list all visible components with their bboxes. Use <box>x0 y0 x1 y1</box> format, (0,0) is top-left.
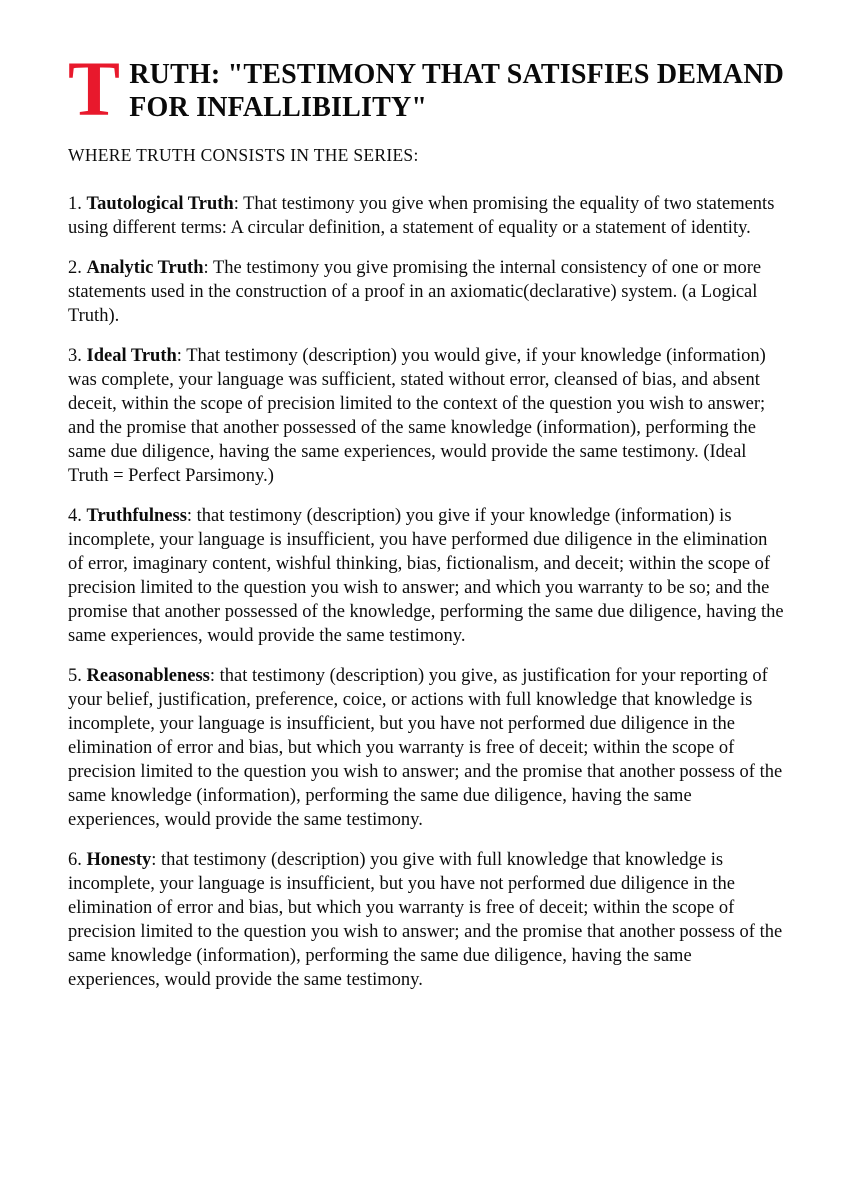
item-2-term: Analytic Truth <box>86 258 204 278</box>
series-item-1 <box>68 192 785 240</box>
series-item-5 <box>68 664 785 832</box>
title-line-2: FOR INFALLIBILITY" <box>129 92 428 123</box>
item-5-term: Reasonableness <box>86 666 210 686</box>
item-6-term: Honesty <box>86 850 152 870</box>
item-2-number: 2. <box>68 258 82 278</box>
item-2-definition: : The testimony you give promising the internal consistency of one or more statements used in the construction of a proof in an axiomatic(declarative) system. (a Logical Truth). <box>68 258 762 326</box>
subheading: WHERE TRUTH CONSISTS IN THE SERIES: <box>68 145 419 165</box>
item-6-definition: : that testimony (description) you give with full knowledge that knowledge is incomplete, your language is insufficient, but you have not performed due diligence in the elimination of error and bias, but which you warranty is free of deceit; within the scope of precision limited to the question you wish to answer; and the promise that another possess of the same knowledge (information), performing the same due diligence, having the same experiences, would provide the same testimony. <box>68 850 783 990</box>
item-4-term: Truthfulness <box>86 506 187 526</box>
item-5-number: 5. <box>68 666 82 686</box>
dropcap-letter: T <box>68 45 121 132</box>
item-1-number: 1. <box>68 194 82 214</box>
item-1-term: Tautological Truth <box>86 194 234 214</box>
item-3-term: Ideal Truth <box>86 346 177 366</box>
page-title <box>68 45 785 132</box>
item-6-number: 6. <box>68 850 82 870</box>
item-3-definition: : That testimony (description) you would give, if your knowledge (information) was complete, your language was sufficient, stated without error, cleansed of bias, and absent deceit, within the scope of precision limited to the context of the question you wish to answer; and the promise that another possessed of the same knowledge (information), performing the same due diligence, having the same experiences, would provide the same testimony. (Ideal Truth = Perfect Parsimony.) <box>68 346 766 486</box>
item-4-definition: : that testimony (description) you give if your knowledge (information) is incomplete, your language is insufficient, you have performed due diligence in the elimination of error, imaginary content, wishful thinking, bias, fictionalism, and deceit; within the scope of precision limited to the question you wish to answer; and which you warranty to be so; and the promise that another possessed of the knowledge, performing the same due diligence, having the same experiences, would provide the same testimony. <box>68 506 784 646</box>
item-1-definition: : That testimony you give when promising the equality of two statements using different terms: A circular definition, a statement of equality or a statement of identity. <box>68 194 775 238</box>
series-item-6 <box>68 848 785 992</box>
item-3-number: 3. <box>68 346 82 366</box>
series-item-2 <box>68 256 785 328</box>
item-5-definition: : that testimony (description) you give, as justification for your reporting of your belief, justification, preference, coice, or actions with full knowledge that knowledge is incomplete, your language is insufficient, but you have not performed due diligence in the elimination of error and bias, but which you warranty is free of deceit; within the scope of precision limited to the question you wish to answer; and the promise that another possess of the same knowledge (information), performing the same due diligence, having the same experiences, would provide the same testimony. <box>68 666 783 830</box>
series-item-4 <box>68 504 785 648</box>
series-item-3 <box>68 344 785 488</box>
item-4-number: 4. <box>68 506 82 526</box>
title-line-1: RUTH: "TESTIMONY THAT SATISFIES DEMAND <box>129 59 785 90</box>
